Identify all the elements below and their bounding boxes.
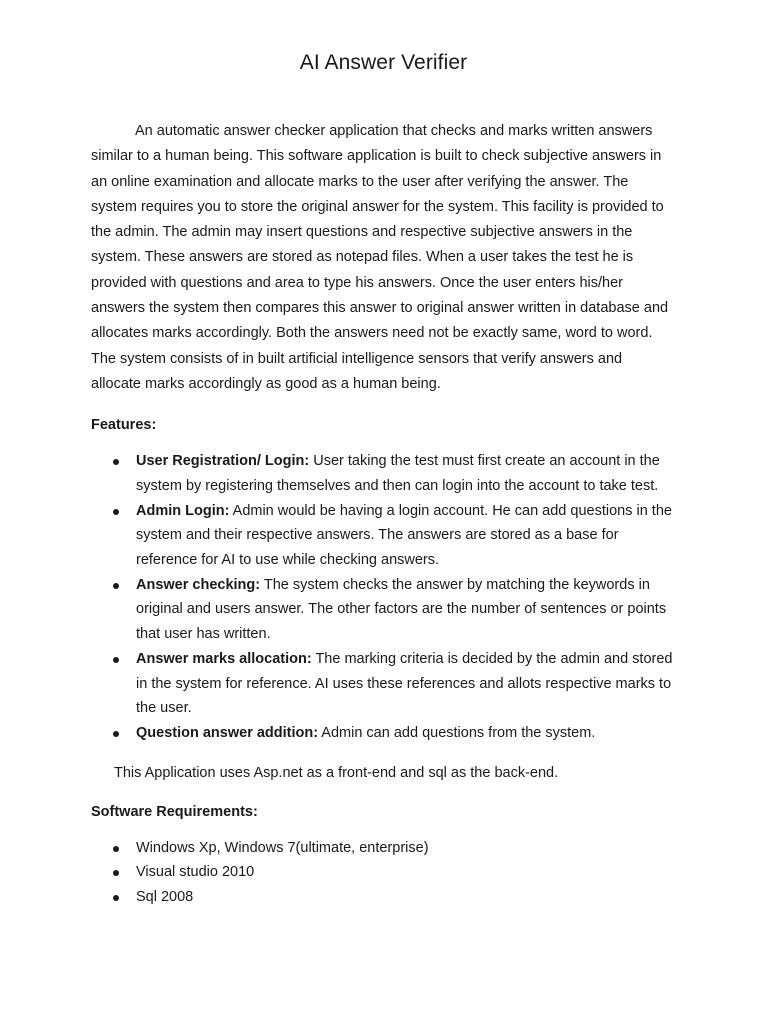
feature-text: Admin would be having a login account. He can add questions in the system and their respective answers. The answers are stored as a base for reference for AI to use while checking answers. <box>136 502 672 569</box>
intro-paragraph: An automatic answer checker application that checks and marks written answers similar to a human being. This software application is built to check subjective answers in an online examination and allocate marks to the user after verifying the answer. The system requires you to store the original answer for the system. This facility is provided to the admin. The admin may insert questions and respective subjective answers in the system. These answers are stored as notepad files. When a user takes the test he is provided with questions and area to type his answers. Once the user enters his/her answers the system then compares this answer to original answer written in database and allocates marks accordingly. Both the answers need not be exactly same, word to word. The system consists of in built artificial intelligence sensors that verify answers and allocate marks accordingly as good as a human being. <box>91 123 669 392</box>
feature-text: The marking criteria is decided by the admin and stored in the system for reference. AI uses these references and allots respective marks to the user. <box>136 650 673 717</box>
bullet-icon <box>113 509 119 515</box>
feature-lead: User Registration/ Login: <box>136 453 310 470</box>
feature-lead: Answer marks allocation: <box>136 650 312 667</box>
list-item <box>91 573 676 647</box>
bullet-icon <box>113 657 119 663</box>
stack-note: This Application uses Asp.net as a front-end and sql as the back-end. <box>114 764 559 781</box>
list-item <box>91 885 676 910</box>
software-list <box>91 836 676 910</box>
software-item: Visual studio 2010 <box>136 864 255 881</box>
bullet-icon <box>113 846 119 852</box>
list-item <box>91 449 676 498</box>
feature-lead: Answer checking: <box>136 576 261 593</box>
page-title: AI Answer Verifier <box>299 51 468 74</box>
bullet-icon <box>113 895 119 901</box>
features-list <box>91 449 676 745</box>
software-item: Windows Xp, Windows 7(ultimate, enterprise) <box>136 839 429 856</box>
software-item: Sql 2008 <box>136 889 194 906</box>
feature-text: The system checks the answer by matching the keywords in original and users answer. The other factors are the number of sentences or points that user has written. <box>136 576 667 643</box>
list-item <box>91 499 676 573</box>
feature-lead: Question answer addition: <box>136 725 319 741</box>
software-heading: Software Requirements: <box>91 803 258 820</box>
list-item <box>91 721 676 746</box>
features-heading: Features: <box>91 417 157 434</box>
bullet-icon <box>113 459 119 465</box>
feature-text: User taking the test must first create an account in the system by registering themselves and then can login into the account to take test. <box>136 453 660 494</box>
list-item <box>91 647 676 721</box>
bullet-icon <box>113 731 119 737</box>
feature-text: Admin can add questions from the system. <box>318 725 596 741</box>
bullet-icon <box>113 583 119 589</box>
list-item <box>91 860 676 885</box>
bullet-icon <box>113 870 119 876</box>
list-item <box>91 836 676 861</box>
feature-lead: Admin Login: <box>136 502 230 519</box>
